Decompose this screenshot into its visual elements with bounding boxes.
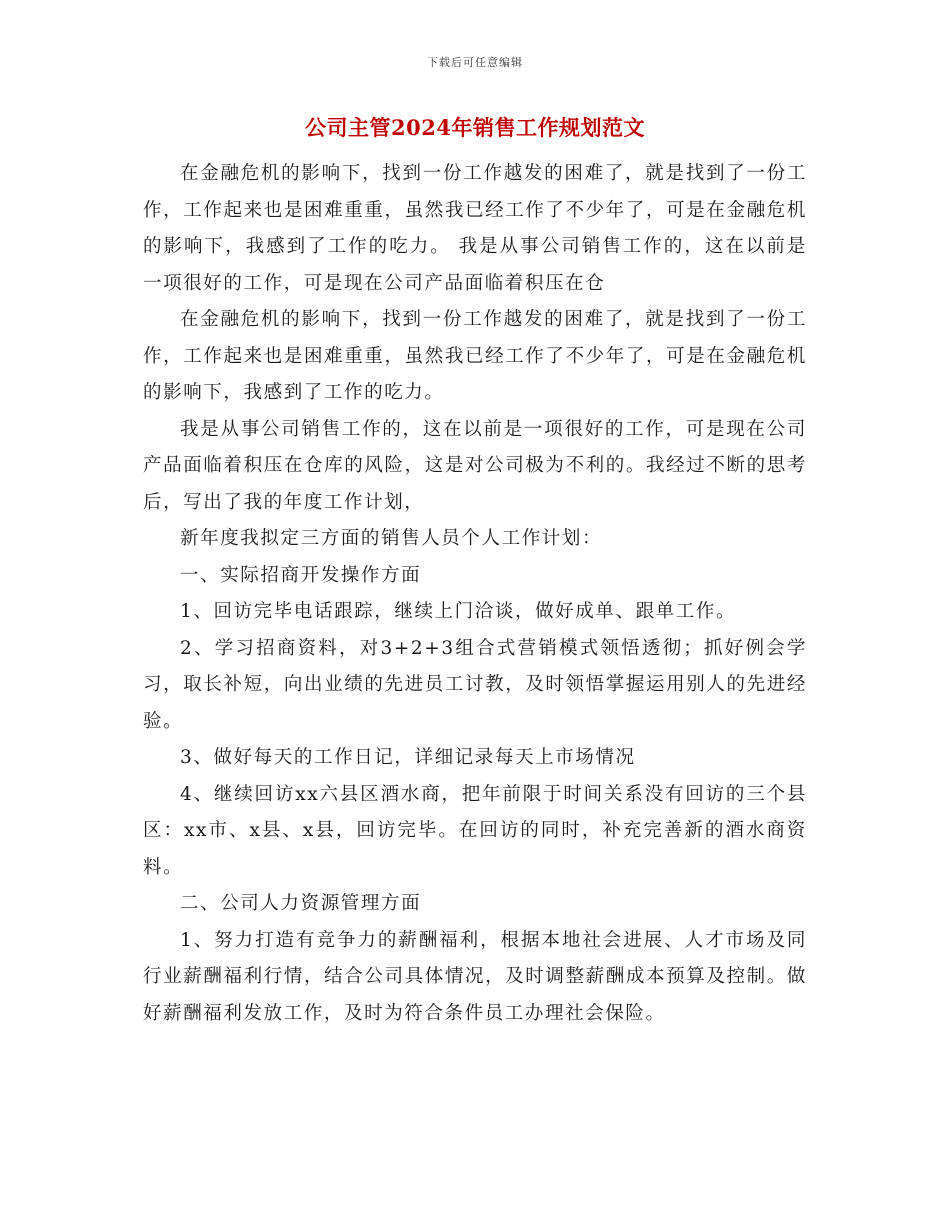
document-body [143,156,807,1032]
list-item: 2、学习招商资料，对3+2+3组合式营销模式领悟透彻；抓好例会学习，取长补短，向出业绩的先进员工讨教，及时领悟掌握运用别人的先进经验。 [143,637,807,732]
list-item: 1、回访完毕电话跟踪，继续上门洽谈，做好成单、跟单工作。 [180,601,737,622]
list-item: 4、继续回访xx六县区酒水商，把年前限于时间关系没有回访的三个县区：xx市、x县、x县，回访完毕。在回访的同时，补充完善新的酒水商资料。 [143,783,807,878]
paragraph: 我是从事公司销售工作的，这在以前是一项很好的工作，可是现在公司产品面临着积压在仓库的风险，这是对公司极为不利的。我经过不断的思考后，写出了我的年度工作计划， [143,418,807,513]
paragraph: 在金融危机的影响下，找到一份工作越发的困难了，就是找到了一份工作，工作起来也是困难重重，虽然我已经工作了不少年了，可是在金融危机的影响下，我感到了工作的吃力。 我是从事公司销售工作的，这在以前是一项很好的工作，可是现在公司产品面临着积压在仓 [143,163,807,294]
section-heading: 一、实际招商开发操作方面 [180,564,422,586]
list-item: 3、做好每天的工作日记，详细记录每天上市场情况 [180,747,636,768]
list-item: 1、努力打造有竞争力的薪酬福利，根据本地社会进展、人才市场及同行业薪酬福利行情，结合公司具体情况，及时调整薪酬成本预算及控制。做好薪酬福利发放工作，及时为符合条件员工办理社会保险。 [143,929,807,1024]
paragraph: 新年度我拟定三方面的销售人员个人工作计划： [180,528,603,549]
header-note: 下载后可任意编辑 [427,56,523,69]
document-title: 公司主管2024年销售工作规划范文 [305,115,645,140]
section-heading: 二、公司人力资源管理方面 [180,893,422,914]
paragraph: 在金融危机的影响下，找到一份工作越发的困难了，就是找到了一份工作，工作起来也是困难重重，虽然我已经工作了不少年了，可是在金融危机的影响下，我感到了工作的吃力。 [143,309,807,403]
